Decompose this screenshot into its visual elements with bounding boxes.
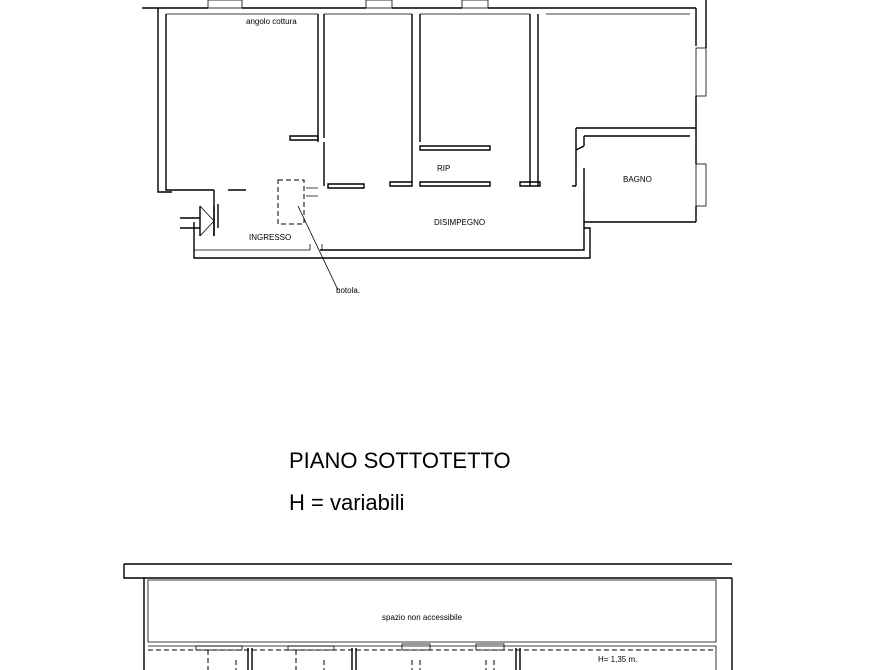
attic-title: PIANO SOTTOTETTO (289, 448, 511, 473)
window-kitchen (208, 0, 242, 8)
attic-height-note: H = variabili (289, 490, 405, 515)
room-label-storage: RIP (437, 164, 451, 173)
room-label-entrance: INGRESSO (249, 233, 292, 242)
upper-floor-plan (142, 0, 706, 290)
room-label-bathroom: BAGNO (623, 175, 652, 184)
window-bathroom (696, 164, 706, 206)
room-label-hall: DISIMPEGNO (434, 218, 486, 227)
attic-inaccessible-label: spazio non accessibile (382, 613, 463, 622)
hatch-leader-line (298, 206, 338, 290)
room-label-kitchen: angolo cottura (246, 17, 297, 26)
window-right-upper (696, 48, 706, 96)
hatch-note: botola. (336, 286, 361, 295)
entrance-door-swing (200, 206, 214, 236)
window-room-2 (366, 0, 392, 8)
hatch-outline (278, 180, 304, 224)
attic-height-label: H= 1,35 m. (598, 655, 638, 664)
window-room-3 (462, 0, 488, 8)
